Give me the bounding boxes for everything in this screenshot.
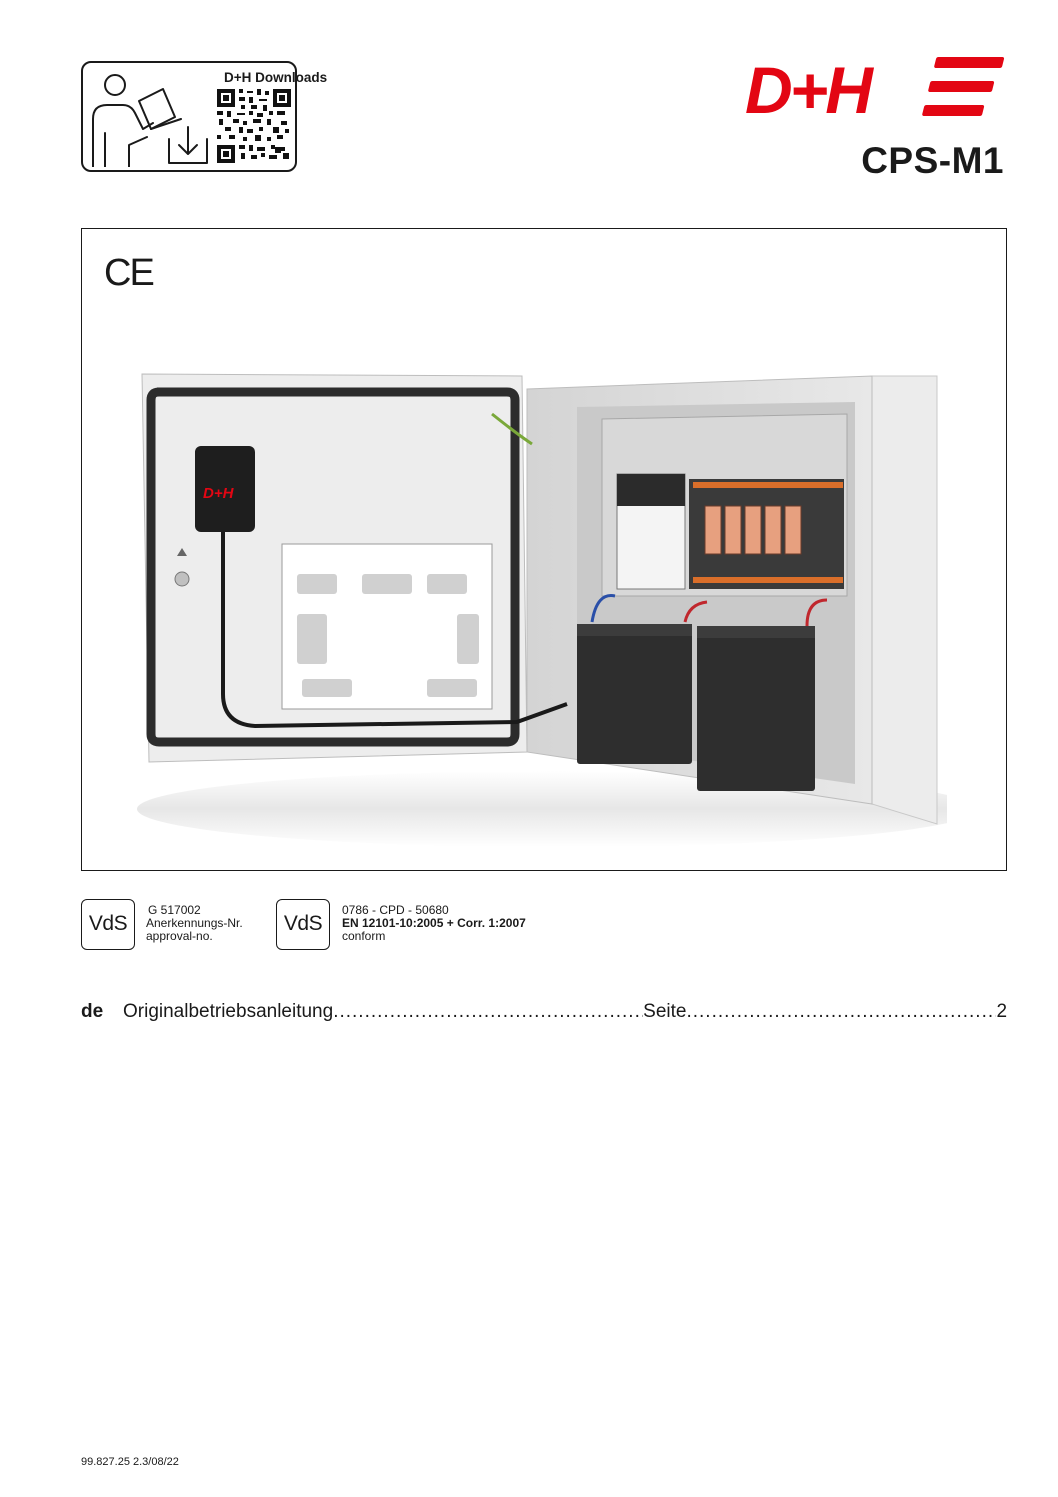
downloads-box[interactable] — [81, 61, 328, 172]
toc-leader — [686, 1001, 996, 1023]
approval-number: G 517002 — [148, 903, 201, 917]
cpd-number: 0786 - CPD - 50680 — [342, 903, 449, 917]
person-laptop-icon — [89, 71, 214, 167]
vds-badge: VdS — [276, 899, 330, 950]
qr-code[interactable] — [217, 89, 291, 163]
product-photo — [137, 364, 947, 854]
vds-badge: VdS — [81, 899, 135, 950]
conformity-label: conform — [342, 929, 386, 943]
brand-logo-text: D+H — [745, 55, 870, 119]
svg-text:CE: CE — [104, 255, 153, 289]
ce-mark — [104, 255, 156, 289]
vds-approval-text — [146, 904, 243, 943]
approval-label-en: approval-no. — [146, 929, 213, 943]
standard-reference: EN 12101-10:2005 + Corr. 1:2007 — [342, 916, 526, 930]
document-number: 99.827.25 2.3/08/22 — [81, 1456, 179, 1468]
toc-page-label: Seite — [643, 1001, 687, 1022]
brand-logo — [743, 55, 1007, 119]
toc-page-number: 2 — [996, 1001, 1008, 1022]
toc-language: de — [81, 1001, 104, 1022]
product-image-frame — [81, 228, 1007, 871]
downloads-title: D+H Downloads — [224, 70, 328, 85]
toc-title: Originalbetriebsanleitung — [123, 1001, 334, 1022]
toc-leader — [333, 1001, 643, 1023]
toc-entry[interactable] — [81, 1001, 1007, 1023]
product-title: CPS-M1 — [861, 140, 1004, 181]
device-logo: D+H — [203, 485, 234, 502]
vds-conformity-text — [342, 904, 526, 943]
approval-label-de: Anerkennungs-Nr. — [146, 916, 243, 930]
